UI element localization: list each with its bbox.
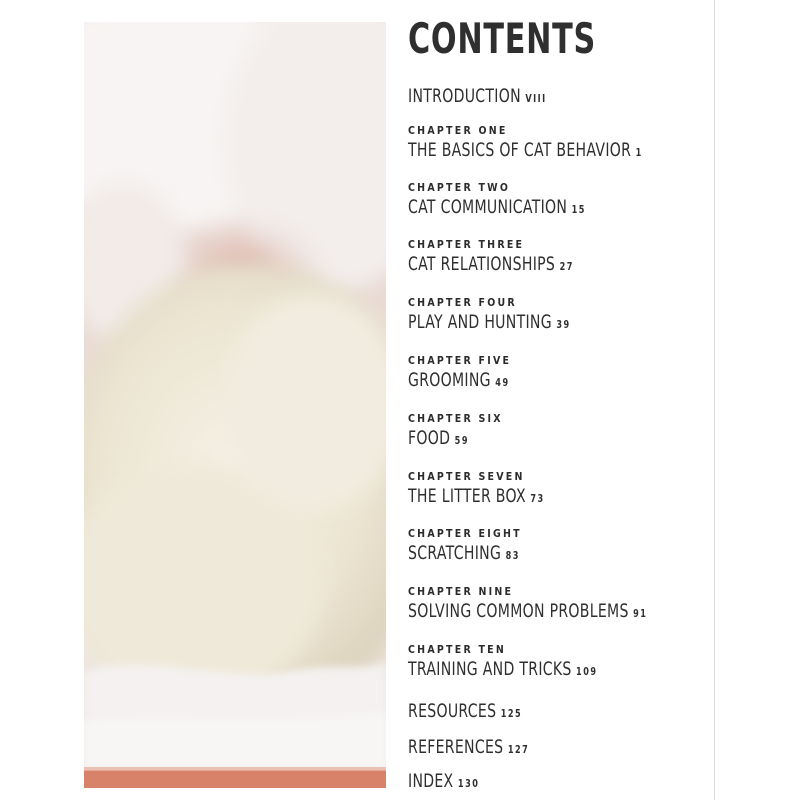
toc-entry-page: 27 [559, 260, 574, 273]
toc-entry-title: RESOURCES [408, 700, 497, 722]
toc-entry-title: INTRODUCTION [408, 85, 521, 107]
toc-entry-page: 1 [635, 146, 643, 159]
toc-entry-title: CAT COMMUNICATION [408, 196, 568, 218]
cat-photo [84, 22, 386, 788]
toc-entry-page: 127 [507, 743, 530, 756]
toc-entry-index [408, 769, 504, 796]
toc-entry-chapter-nine [408, 585, 732, 626]
toc-entry-title: TRAINING AND TRICKS [408, 658, 572, 680]
toc-entry-title: INDEX [408, 770, 454, 792]
toc-entry-chapter-eight [408, 527, 559, 568]
toc-entry-references [408, 735, 572, 762]
chapter-label: CHAPTER FOUR [408, 296, 517, 309]
toc-entry-page: 109 [576, 665, 598, 678]
toc-entry-title: SOLVING COMMON PROBLEMS [408, 600, 629, 622]
chapter-label: CHAPTER THREE [408, 238, 525, 251]
chapter-label: CHAPTER EIGHT [408, 527, 522, 540]
toc-entry-title: THE LITTER BOX [408, 485, 526, 507]
toc-entry-resources [408, 699, 562, 726]
toc-entry-page: 59 [454, 434, 469, 447]
toc-entry-chapter-five [408, 354, 545, 395]
toc-entry-title: REFERENCES [408, 736, 504, 758]
toc-entry-page: 39 [556, 318, 571, 331]
toc-entry-chapter-four [408, 296, 628, 337]
toc-entry-chapter-ten [408, 643, 664, 684]
toc-entry-introduction [408, 84, 595, 111]
toc-entry-chapter-six [408, 412, 518, 453]
toc-entry-title: FOOD [408, 427, 451, 449]
toc-entry-page: 83 [505, 549, 520, 562]
toc-entry-chapter-seven [408, 470, 593, 511]
toc-entry-chapter-two [408, 181, 648, 222]
toc-entry-title: PLAY AND HUNTING [408, 311, 552, 333]
toc-entry-chapter-three [408, 238, 632, 279]
chapter-label: CHAPTER NINE [408, 585, 514, 598]
toc-entry-title: SCRATCHING [408, 542, 502, 564]
toc-entry-page: 130 [457, 777, 480, 790]
toc-entry-title: CAT RELATIONSHIPS [408, 253, 556, 275]
chapter-label: CHAPTER SEVEN [408, 470, 525, 483]
chapter-label: CHAPTER ONE [408, 124, 508, 137]
chapter-label: CHAPTER SIX [408, 412, 503, 425]
toc-entry-chapter-one [408, 124, 725, 165]
page-edge-line [714, 0, 715, 800]
page-title: CONTENTS [408, 14, 596, 63]
toc-entry-page: 49 [495, 376, 510, 389]
toc-entry-page: 15 [571, 203, 586, 216]
chapter-label: CHAPTER FIVE [408, 354, 512, 367]
toc-entry-title: THE BASICS OF CAT BEHAVIOR [408, 139, 632, 161]
toc-entry-page: 73 [530, 492, 545, 505]
toc-entry-page: VIII [525, 92, 547, 105]
toc-entry-title: GROOMING [408, 369, 491, 391]
toc-entry-page: 91 [633, 607, 648, 620]
chapter-label: CHAPTER TWO [408, 181, 511, 194]
chapter-label: CHAPTER TEN [408, 643, 507, 656]
toc-entry-page: 125 [500, 707, 523, 720]
